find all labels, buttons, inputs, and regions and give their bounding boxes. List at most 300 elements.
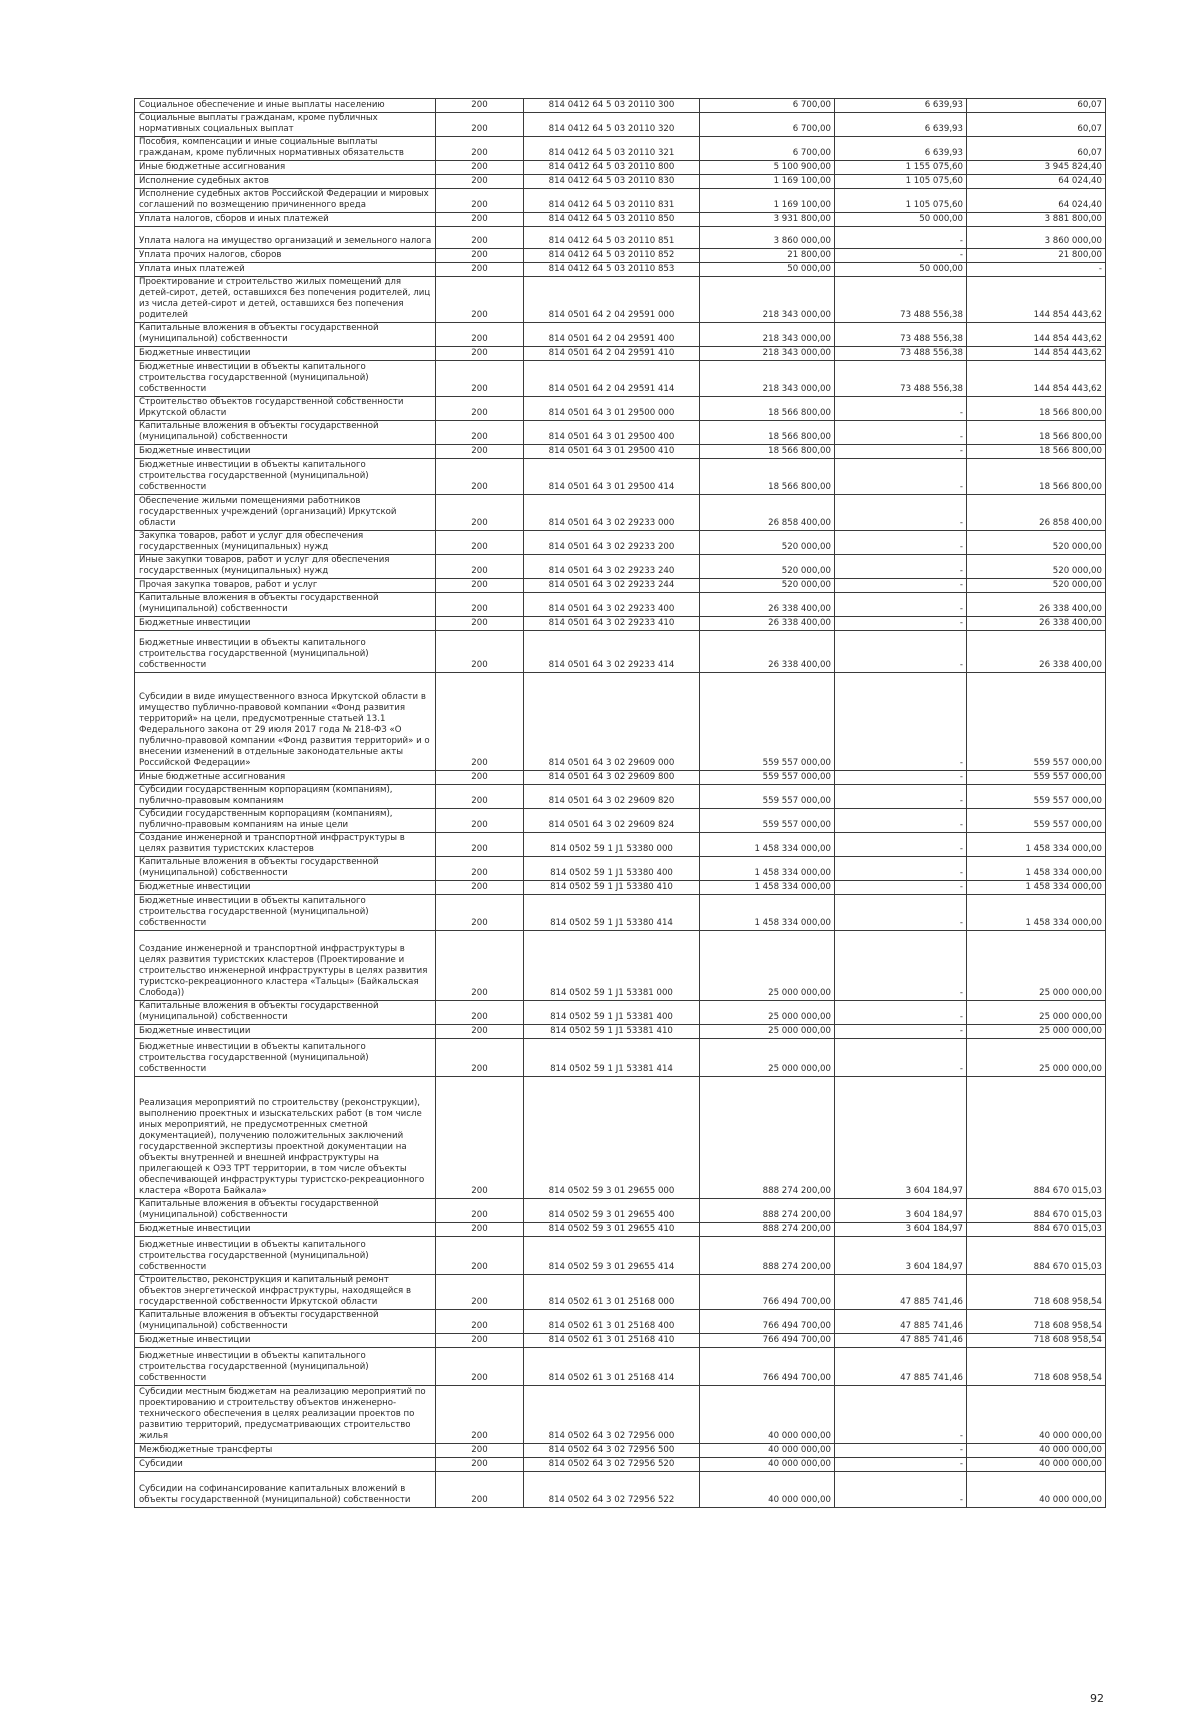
table-row (135, 1334, 1106, 1348)
row-approved-amount: 18 566 800,00 (700, 459, 835, 495)
row-classification-code: 814 0412 64 5 03 20110 850 (524, 213, 700, 227)
table-row (135, 1025, 1106, 1039)
table-row (135, 1444, 1106, 1458)
row-classification-code: 814 0502 59 1 J1 53380 000 (524, 833, 700, 857)
row-name: Иные закупки товаров, работ и услуг для обеспечения государственных (муниципальных) нужд (135, 555, 436, 579)
table-row (135, 531, 1106, 555)
table-row (135, 1199, 1106, 1223)
row-name: Закупка товаров, работ и услуг для обеспечения государственных (муниципальных) нужд (135, 531, 436, 555)
table-row (135, 137, 1106, 161)
row-line-code: 200 (436, 1444, 524, 1458)
row-executed-amount: 50 000,00 (835, 263, 967, 277)
row-approved-amount: 26 338 400,00 (700, 631, 835, 673)
row-classification-code: 814 0501 64 3 02 29233 240 (524, 555, 700, 579)
row-executed-amount: 73 488 556,38 (835, 347, 967, 361)
row-line-code: 200 (436, 1458, 524, 1472)
table-body (135, 99, 1106, 1508)
row-line-code: 200 (436, 931, 524, 1001)
row-approved-amount: 218 343 000,00 (700, 323, 835, 347)
row-approved-amount: 1 458 334 000,00 (700, 857, 835, 881)
row-executed-amount: - (835, 495, 967, 531)
table-row (135, 673, 1106, 771)
table-row (135, 809, 1106, 833)
table-row (135, 881, 1106, 895)
row-executed-amount: - (835, 531, 967, 555)
table-row (135, 397, 1106, 421)
row-executed-amount: 50 000,00 (835, 213, 967, 227)
row-approved-amount: 1 458 334 000,00 (700, 881, 835, 895)
row-name: Бюджетные инвестиции в объекты капитального строительства государственной (муниципальной) собственности (135, 631, 436, 673)
row-approved-amount: 218 343 000,00 (700, 347, 835, 361)
row-classification-code: 814 0501 64 2 04 29591 400 (524, 323, 700, 347)
table-row (135, 771, 1106, 785)
row-executed-amount: - (835, 249, 967, 263)
row-classification-code: 814 0502 59 1 J1 53380 410 (524, 881, 700, 895)
table-row (135, 445, 1106, 459)
row-line-code: 200 (436, 531, 524, 555)
row-approved-amount: 766 494 700,00 (700, 1310, 835, 1334)
row-name: Прочая закупка товаров, работ и услуг (135, 579, 436, 593)
row-classification-code: 814 0501 64 3 02 29233 400 (524, 593, 700, 617)
row-line-code: 200 (436, 1348, 524, 1386)
table-row (135, 161, 1106, 175)
row-executed-amount: - (835, 397, 967, 421)
row-line-code: 200 (436, 1001, 524, 1025)
row-executed-amount: - (835, 673, 967, 771)
row-name: Иные бюджетные ассигнования (135, 161, 436, 175)
row-line-code: 200 (436, 113, 524, 137)
row-unexecuted-amount: 520 000,00 (967, 579, 1106, 593)
table-row (135, 347, 1106, 361)
row-line-code: 200 (436, 227, 524, 249)
row-classification-code: 814 0501 64 3 02 29609 000 (524, 673, 700, 771)
row-unexecuted-amount: 26 338 400,00 (967, 593, 1106, 617)
row-name: Капитальные вложения в объекты государственной (муниципальной) собственности (135, 857, 436, 881)
row-unexecuted-amount: 40 000 000,00 (967, 1444, 1106, 1458)
row-name: Уплата налогов, сборов и иных платежей (135, 213, 436, 227)
row-executed-amount: - (835, 593, 967, 617)
row-name: Создание инженерной и транспортной инфраструктуры в целях развития туристских кластеров (135, 833, 436, 857)
row-unexecuted-amount: 60,07 (967, 137, 1106, 161)
row-executed-amount: - (835, 1458, 967, 1472)
row-unexecuted-amount: 520 000,00 (967, 555, 1106, 579)
row-line-code: 200 (436, 137, 524, 161)
row-name: Субсидии в виде имущественного взноса Иркутской области в имущество публично-правовой компании «Фонд развития территорий» на цели, предусмотренные статьей 13.1 Федерального закона от 29 июля 2017 года № 218-ФЗ «О публично-правовой компании «Фонд развития территорий» и о внесении изменений в отдельные законодательные акты Российской Федерации» (135, 673, 436, 771)
row-unexecuted-amount: - (967, 263, 1106, 277)
row-line-code: 200 (436, 1310, 524, 1334)
row-line-code: 200 (436, 1223, 524, 1237)
table-row (135, 1348, 1106, 1386)
table-row (135, 631, 1106, 673)
row-approved-amount: 559 557 000,00 (700, 771, 835, 785)
budget-execution-table (134, 98, 1106, 1508)
table-row (135, 1472, 1106, 1508)
row-name: Строительство объектов государственной собственности Иркутской области (135, 397, 436, 421)
table-row (135, 495, 1106, 531)
table-row (135, 263, 1106, 277)
row-approved-amount: 5 100 900,00 (700, 161, 835, 175)
table-row (135, 579, 1106, 593)
row-executed-amount: - (835, 771, 967, 785)
row-unexecuted-amount: 26 338 400,00 (967, 617, 1106, 631)
row-name: Исполнение судебных актов Российской Федерации и мировых соглашений по возмещению причиненного вреда (135, 189, 436, 213)
row-approved-amount: 888 274 200,00 (700, 1199, 835, 1223)
row-approved-amount: 520 000,00 (700, 531, 835, 555)
row-classification-code: 814 0501 64 3 02 29233 414 (524, 631, 700, 673)
row-approved-amount: 559 557 000,00 (700, 809, 835, 833)
row-line-code: 200 (436, 881, 524, 895)
row-executed-amount: 1 105 075,60 (835, 175, 967, 189)
row-classification-code: 814 0502 59 1 J1 53380 414 (524, 895, 700, 931)
row-executed-amount: 3 604 184,97 (835, 1199, 967, 1223)
row-executed-amount: 6 639,93 (835, 113, 967, 137)
row-executed-amount: 3 604 184,97 (835, 1077, 967, 1199)
row-executed-amount: - (835, 555, 967, 579)
row-classification-code: 814 0502 59 1 J1 53381 000 (524, 931, 700, 1001)
row-executed-amount: - (835, 931, 967, 1001)
row-unexecuted-amount: 1 458 334 000,00 (967, 895, 1106, 931)
row-approved-amount: 559 557 000,00 (700, 673, 835, 771)
row-executed-amount: 47 885 741,46 (835, 1348, 967, 1386)
row-executed-amount: 1 105 075,60 (835, 189, 967, 213)
row-approved-amount: 18 566 800,00 (700, 397, 835, 421)
row-name: Уплата прочих налогов, сборов (135, 249, 436, 263)
row-line-code: 200 (436, 833, 524, 857)
row-name: Бюджетные инвестиции в объекты капитального строительства государственной (муниципальной) собственности (135, 1039, 436, 1077)
row-classification-code: 814 0502 59 3 01 29655 410 (524, 1223, 700, 1237)
row-approved-amount: 26 338 400,00 (700, 593, 835, 617)
row-line-code: 200 (436, 895, 524, 931)
table-row (135, 857, 1106, 881)
row-executed-amount: - (835, 833, 967, 857)
table-row (135, 421, 1106, 445)
row-name: Бюджетные инвестиции (135, 1223, 436, 1237)
table-row (135, 213, 1106, 227)
row-name: Субсидии (135, 1458, 436, 1472)
row-line-code: 200 (436, 1039, 524, 1077)
row-classification-code: 814 0412 64 5 03 20110 853 (524, 263, 700, 277)
row-executed-amount: 1 155 075,60 (835, 161, 967, 175)
row-unexecuted-amount: 26 338 400,00 (967, 631, 1106, 673)
row-approved-amount: 218 343 000,00 (700, 277, 835, 323)
row-approved-amount: 559 557 000,00 (700, 785, 835, 809)
row-unexecuted-amount: 25 000 000,00 (967, 1025, 1106, 1039)
row-unexecuted-amount: 559 557 000,00 (967, 809, 1106, 833)
row-unexecuted-amount: 40 000 000,00 (967, 1458, 1106, 1472)
row-name: Капитальные вложения в объекты государственной (муниципальной) собственности (135, 1199, 436, 1223)
row-unexecuted-amount: 3 860 000,00 (967, 227, 1106, 249)
row-name: Бюджетные инвестиции в объекты капитального строительства государственной (муниципальной) собственности (135, 1237, 436, 1275)
row-name: Субсидии государственным корпорациям (компаниям), публично-правовым компаниям (135, 785, 436, 809)
row-unexecuted-amount: 25 000 000,00 (967, 1039, 1106, 1077)
row-approved-amount: 25 000 000,00 (700, 1001, 835, 1025)
row-executed-amount: 47 885 741,46 (835, 1310, 967, 1334)
row-name: Капитальные вложения в объекты государственной (муниципальной) собственности (135, 593, 436, 617)
row-unexecuted-amount: 718 608 958,54 (967, 1275, 1106, 1310)
row-unexecuted-amount: 559 557 000,00 (967, 673, 1106, 771)
row-unexecuted-amount: 884 670 015,03 (967, 1077, 1106, 1199)
row-line-code: 200 (436, 593, 524, 617)
row-unexecuted-amount: 3 881 800,00 (967, 213, 1106, 227)
table-row (135, 1386, 1106, 1444)
row-executed-amount: 47 885 741,46 (835, 1275, 967, 1310)
row-line-code: 200 (436, 277, 524, 323)
row-name: Строительство, реконструкция и капитальный ремонт объектов энергетической инфраструктуры, находящейся в государственной собственности Иркутской области (135, 1275, 436, 1310)
row-approved-amount: 520 000,00 (700, 555, 835, 579)
table-row (135, 1223, 1106, 1237)
row-executed-amount: 73 488 556,38 (835, 323, 967, 347)
row-line-code: 200 (436, 1199, 524, 1223)
row-line-code: 200 (436, 673, 524, 771)
row-approved-amount: 1 458 334 000,00 (700, 895, 835, 931)
row-unexecuted-amount: 18 566 800,00 (967, 445, 1106, 459)
row-classification-code: 814 0502 61 3 01 25168 414 (524, 1348, 700, 1386)
row-approved-amount: 1 169 100,00 (700, 189, 835, 213)
row-name: Иные бюджетные ассигнования (135, 771, 436, 785)
row-approved-amount: 766 494 700,00 (700, 1275, 835, 1310)
row-classification-code: 814 0412 64 5 03 20110 831 (524, 189, 700, 213)
row-classification-code: 814 0412 64 5 03 20110 830 (524, 175, 700, 189)
table-row (135, 1039, 1106, 1077)
row-name: Исполнение судебных актов (135, 175, 436, 189)
table-row (135, 277, 1106, 323)
row-classification-code: 814 0412 64 5 03 20110 321 (524, 137, 700, 161)
row-name: Бюджетные инвестиции (135, 347, 436, 361)
row-approved-amount: 6 700,00 (700, 113, 835, 137)
row-classification-code: 814 0502 59 3 01 29655 400 (524, 1199, 700, 1223)
row-executed-amount: - (835, 1025, 967, 1039)
row-name: Социальное обеспечение и иные выплаты населению (135, 99, 436, 113)
row-line-code: 200 (436, 323, 524, 347)
row-unexecuted-amount: 18 566 800,00 (967, 459, 1106, 495)
row-unexecuted-amount: 144 854 443,62 (967, 277, 1106, 323)
row-unexecuted-amount: 60,07 (967, 99, 1106, 113)
table-row (135, 1077, 1106, 1199)
row-line-code: 200 (436, 263, 524, 277)
row-unexecuted-amount: 21 800,00 (967, 249, 1106, 263)
row-unexecuted-amount: 1 458 334 000,00 (967, 833, 1106, 857)
row-classification-code: 814 0412 64 5 03 20110 320 (524, 113, 700, 137)
row-unexecuted-amount: 1 458 334 000,00 (967, 881, 1106, 895)
row-executed-amount: - (835, 1039, 967, 1077)
table-row (135, 555, 1106, 579)
row-classification-code: 814 0501 64 2 04 29591 000 (524, 277, 700, 323)
row-line-code: 200 (436, 857, 524, 881)
row-classification-code: 814 0502 59 1 J1 53381 400 (524, 1001, 700, 1025)
row-name: Бюджетные инвестиции (135, 617, 436, 631)
row-name: Бюджетные инвестиции (135, 445, 436, 459)
row-line-code: 200 (436, 579, 524, 593)
row-line-code: 200 (436, 1334, 524, 1348)
row-approved-amount: 21 800,00 (700, 249, 835, 263)
row-approved-amount: 26 338 400,00 (700, 617, 835, 631)
row-executed-amount: - (835, 445, 967, 459)
row-classification-code: 814 0502 59 1 J1 53381 414 (524, 1039, 700, 1077)
row-line-code: 200 (436, 361, 524, 397)
table-row (135, 617, 1106, 631)
row-approved-amount: 3 931 800,00 (700, 213, 835, 227)
row-line-code: 200 (436, 213, 524, 227)
row-unexecuted-amount: 26 858 400,00 (967, 495, 1106, 531)
row-approved-amount: 888 274 200,00 (700, 1237, 835, 1275)
row-name: Межбюджетные трансферты (135, 1444, 436, 1458)
row-unexecuted-amount: 40 000 000,00 (967, 1386, 1106, 1444)
row-executed-amount: - (835, 881, 967, 895)
row-approved-amount: 25 000 000,00 (700, 1039, 835, 1077)
row-unexecuted-amount: 559 557 000,00 (967, 785, 1106, 809)
row-name: Бюджетные инвестиции (135, 1334, 436, 1348)
row-name: Капитальные вложения в объекты государственной (муниципальной) собственности (135, 1310, 436, 1334)
row-executed-amount: - (835, 809, 967, 833)
row-executed-amount: 3 604 184,97 (835, 1237, 967, 1275)
row-name: Субсидии государственным корпорациям (компаниям), публично-правовым компаниям на иные цели (135, 809, 436, 833)
row-unexecuted-amount: 718 608 958,54 (967, 1348, 1106, 1386)
row-executed-amount: - (835, 459, 967, 495)
row-unexecuted-amount: 64 024,40 (967, 175, 1106, 189)
row-name: Уплата налога на имущество организаций и земельного налога (135, 227, 436, 249)
row-classification-code: 814 0412 64 5 03 20110 800 (524, 161, 700, 175)
row-classification-code: 814 0412 64 5 03 20110 300 (524, 99, 700, 113)
table-row (135, 323, 1106, 347)
row-name: Бюджетные инвестиции в объекты капитального строительства государственной (муниципальной) собственности (135, 459, 436, 495)
row-name: Бюджетные инвестиции (135, 881, 436, 895)
row-line-code: 200 (436, 99, 524, 113)
row-line-code: 200 (436, 1077, 524, 1199)
row-unexecuted-amount: 884 670 015,03 (967, 1199, 1106, 1223)
row-name: Пособия, компенсации и иные социальные выплаты гражданам, кроме публичных нормативных обязательств (135, 137, 436, 161)
row-unexecuted-amount: 25 000 000,00 (967, 931, 1106, 1001)
table-row (135, 459, 1106, 495)
row-executed-amount: 73 488 556,38 (835, 361, 967, 397)
row-approved-amount: 766 494 700,00 (700, 1334, 835, 1348)
table-row (135, 931, 1106, 1001)
row-line-code: 200 (436, 161, 524, 175)
row-approved-amount: 18 566 800,00 (700, 445, 835, 459)
row-name: Проектирование и строительство жилых помещений для детей-сирот, детей, оставшихся без попечения родителей, лиц из числа детей-сирот и детей, оставшихся без попечения родителей (135, 277, 436, 323)
row-classification-code: 814 0501 64 3 01 29500 000 (524, 397, 700, 421)
row-approved-amount: 520 000,00 (700, 579, 835, 593)
table-row (135, 785, 1106, 809)
row-executed-amount: - (835, 895, 967, 931)
row-classification-code: 814 0501 64 3 02 29233 244 (524, 579, 700, 593)
row-unexecuted-amount: 1 458 334 000,00 (967, 857, 1106, 881)
table-row (135, 189, 1106, 213)
table-row (135, 227, 1106, 249)
row-unexecuted-amount: 144 854 443,62 (967, 347, 1106, 361)
row-classification-code: 814 0502 64 3 02 72956 000 (524, 1386, 700, 1444)
row-approved-amount: 18 566 800,00 (700, 421, 835, 445)
table-row (135, 361, 1106, 397)
row-executed-amount: - (835, 421, 967, 445)
row-line-code: 200 (436, 1275, 524, 1310)
row-unexecuted-amount: 25 000 000,00 (967, 1001, 1106, 1025)
row-executed-amount: - (835, 1444, 967, 1458)
row-name: Капитальные вложения в объекты государственной (муниципальной) собственности (135, 421, 436, 445)
row-unexecuted-amount: 64 024,40 (967, 189, 1106, 213)
table-row (135, 175, 1106, 189)
row-unexecuted-amount: 718 608 958,54 (967, 1334, 1106, 1348)
row-executed-amount: - (835, 785, 967, 809)
row-classification-code: 814 0502 59 3 01 29655 000 (524, 1077, 700, 1199)
row-executed-amount: - (835, 227, 967, 249)
table-row (135, 113, 1106, 137)
row-name: Создание инженерной и транспортной инфраструктуры в целях развития туристских кластеров (Проектирование и строительство инженерной инфраструктуры в целях развития туристско-рекреационного кластера «Тальцы» (Байкальская Слобода)) (135, 931, 436, 1001)
row-approved-amount: 26 858 400,00 (700, 495, 835, 531)
row-classification-code: 814 0502 61 3 01 25168 400 (524, 1310, 700, 1334)
row-classification-code: 814 0501 64 2 04 29591 410 (524, 347, 700, 361)
row-executed-amount: 47 885 741,46 (835, 1334, 967, 1348)
row-name: Бюджетные инвестиции в объекты капитального строительства государственной (муниципальной) собственности (135, 361, 436, 397)
row-line-code: 200 (436, 617, 524, 631)
row-classification-code: 814 0412 64 5 03 20110 852 (524, 249, 700, 263)
row-line-code: 200 (436, 421, 524, 445)
row-classification-code: 814 0501 64 3 02 29609 824 (524, 809, 700, 833)
row-executed-amount: - (835, 631, 967, 673)
row-approved-amount: 40 000 000,00 (700, 1458, 835, 1472)
row-unexecuted-amount: 884 670 015,03 (967, 1237, 1106, 1275)
row-unexecuted-amount: 18 566 800,00 (967, 421, 1106, 445)
row-approved-amount: 25 000 000,00 (700, 1025, 835, 1039)
row-line-code: 200 (436, 397, 524, 421)
row-unexecuted-amount: 18 566 800,00 (967, 397, 1106, 421)
row-classification-code: 814 0501 64 3 01 29500 410 (524, 445, 700, 459)
row-executed-amount: - (835, 1472, 967, 1508)
row-approved-amount: 50 000,00 (700, 263, 835, 277)
table-row (135, 1275, 1106, 1310)
row-classification-code: 814 0502 61 3 01 25168 000 (524, 1275, 700, 1310)
table-row (135, 1237, 1106, 1275)
row-approved-amount: 766 494 700,00 (700, 1348, 835, 1386)
row-classification-code: 814 0502 64 3 02 72956 522 (524, 1472, 700, 1508)
row-approved-amount: 1 458 334 000,00 (700, 833, 835, 857)
row-line-code: 200 (436, 459, 524, 495)
row-unexecuted-amount: 60,07 (967, 113, 1106, 137)
row-unexecuted-amount: 3 945 824,40 (967, 161, 1106, 175)
table-row (135, 593, 1106, 617)
row-classification-code: 814 0502 59 1 J1 53380 400 (524, 857, 700, 881)
row-unexecuted-amount: 144 854 443,62 (967, 361, 1106, 397)
row-name: Субсидии местным бюджетам на реализацию мероприятий по проектированию и строительству объектов инженерно-технического обеспечения в целях реализации проектов по развитию территорий, предусматривающих строительство жилья (135, 1386, 436, 1444)
row-executed-amount: - (835, 1001, 967, 1025)
row-line-code: 200 (436, 555, 524, 579)
row-line-code: 200 (436, 347, 524, 361)
row-unexecuted-amount: 520 000,00 (967, 531, 1106, 555)
row-unexecuted-amount: 718 608 958,54 (967, 1310, 1106, 1334)
table-row (135, 1310, 1106, 1334)
row-classification-code: 814 0502 59 1 J1 53381 410 (524, 1025, 700, 1039)
row-line-code: 200 (436, 771, 524, 785)
row-approved-amount: 40 000 000,00 (700, 1472, 835, 1508)
row-name: Капитальные вложения в объекты государственной (муниципальной) собственности (135, 323, 436, 347)
page-number: 92 (1090, 1692, 1104, 1705)
row-name: Социальные выплаты гражданам, кроме публичных нормативных социальных выплат (135, 113, 436, 137)
row-executed-amount: - (835, 617, 967, 631)
row-approved-amount: 40 000 000,00 (700, 1444, 835, 1458)
row-approved-amount: 888 274 200,00 (700, 1223, 835, 1237)
row-line-code: 200 (436, 785, 524, 809)
table-row (135, 1458, 1106, 1472)
row-classification-code: 814 0501 64 3 02 29609 820 (524, 785, 700, 809)
row-executed-amount: - (835, 1386, 967, 1444)
table-row (135, 249, 1106, 263)
row-approved-amount: 40 000 000,00 (700, 1386, 835, 1444)
row-executed-amount: - (835, 579, 967, 593)
row-classification-code: 814 0502 61 3 01 25168 410 (524, 1334, 700, 1348)
row-line-code: 200 (436, 1237, 524, 1275)
row-unexecuted-amount: 40 000 000,00 (967, 1472, 1106, 1508)
row-line-code: 200 (436, 631, 524, 673)
row-name: Бюджетные инвестиции в объекты капитального строительства государственной (муниципальной) собственности (135, 1348, 436, 1386)
